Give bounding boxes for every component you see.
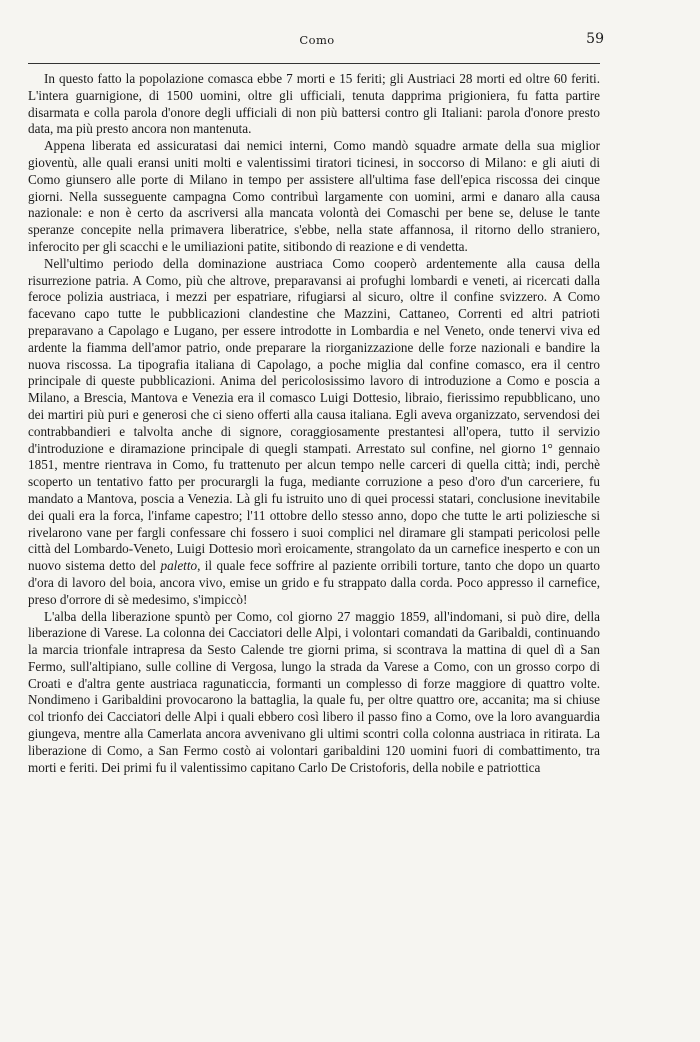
running-head — [30, 33, 604, 53]
paragraph-3-part-1: Nell'ultimo periodo della dominazione austriaca Como cooperò ardentemente alla causa della risurrezione patria. A Como, più che altrove, preparavansi ai profughi lombardi e veneti, ai ricercati dalla feroce polizia austriaca, i mezzi per espatriare, rifugiarsi al sicuro, oltre il confine svizzero. A Como facevano capo tutte le pubblicazioni clandestine che Mazzini, Cattaneo, Correnti ed altri patrioti preparavano a Capolago e Lugano, per essere introdotte in Lombardia e nel Veneto, onde tenervi viva ed ardente la fiamma dell'amor patrio, onde preparare la riorganizzazione delle forze nazionali e bandire la nuova riscossa. La tipografia italiana di Capolago, a poche miglia dal confine comasco, era il centro principale di queste pubblicazioni. Anima del pericolosissimo lavoro di introduzione a Como e poscia a Milano, a Brescia, Mantova e Venezia era il comasco Luigi Dottesio, libraio, fierissimo repubblicano, uno dei martiri più puri e generosi che ci sieno offerti alla causa italiana. Egli aveva organizzato, servendosi dei contrabbandieri e talvolta anche di signore, coraggiosamente prestantesi all'opera, tutto il servizio d'introduzione e diramazione principale di quegli stampati. Arrestato sul confine, nel giorno 1° gennaio 1851, mentre rientrava in Como, fu trattenuto per alcun tempo nelle carceri di quella città; indi, perchè scoperto un tentativo fatto per procurargli la fuga, mediante corruzione a peso d'oro d'un carceriere, fu mandato a Mantova, poscia a Venezia. Là gli fu istruito uno di quei processi statari, conclusione inevitabile dei quali era la forca, l'infame capestro; l'11 ottobre dello stesso anno, dopo che tutte le arti poliziesche si rivelarono vane per fargli confessare chi fossero i suoi complici nel diramare gli stampati pericolosi pelle città del Lombardo-Veneto, Luigi Dottesio morì eroicamente, strangolato da un carnefice inesperto e con un nuovo sistema detto del — [28, 255, 600, 574]
body-text — [28, 71, 600, 776]
paragraph-3-part-2: , il quale fece soffrire al paziente orribili torture, tanto che dopo un quarto d'ora di lavoro del boia, ancora vivo, emise un grido e fu strappato dalla corda. Poco appresso il carnefice, preso d'orrore di sè medesimo, s'impiccò! — [28, 558, 600, 607]
page-number: 59 — [586, 31, 604, 47]
header-rule — [28, 63, 600, 64]
running-title: Como — [299, 33, 335, 47]
paragraph-2: Appena liberata ed assicuratasi dai nemici interni, Como mandò squadre armate della sua miglior gioventù, alle quali eransi uniti molti e valentissimi tiratori ticinesi, in soccorso di Milano: e gli aiuti di Como giunsero alle porte di Milano in tempo per assistere all'ultima fase dell'epica riscossa dei cinque giorni. Nella susseguente campagna Como contribuì largamente con uomini, armi e danaro alla causa nazionale: e non è certo da ascriversi alla mancata volontà dei Comaschi per bene se, deluse le tante speranze concepite nella primavera liberatrice, s'ebbe, nella state affannosa, il ritorno dello straniero, inferocito per gli scacchi e le umiliazioni patite, sitibondo di reazione e di vendetta. — [28, 138, 600, 254]
italic-term-paletto: paletto — [160, 558, 198, 574]
paragraph-4: L'alba della liberazione spuntò per Como, col giorno 27 maggio 1859, all'indomani, si può dire, della liberazione di Varese. La colonna dei Cacciatori delle Alpi, i volontari comandati da Garibaldi, continuando la marcia trionfale intrapresa da Sesto Calende tre giorni prima, si scontrava la mattina di quel dì a San Fermo, sull'altipiano, sulle colline di Vergosa, lungo la strada da Varese a Como, con un grosso corpo di Croati e d'altra gente austriaca ragunaticcia, formanti un complesso di forze maggiore di quattro volte. Nondimeno i Garibaldini provocarono la battaglia, la quale fu, per oltre quattro ore, accanita; ma si chiuse col trionfo dei Cacciatori delle Alpi i quali ebbero così libero il passo fino a Como, ove la loro avanguardia giungeva, mentre alla Camerlata ancora avvenivano gli ultimi scontri colla colonna austriaca in ritirata. La liberazione di Como, a San Fermo costò ai volontari garibaldini 120 uomini fuori di combattimento, tra morti e feriti. Dei primi fu il valentissimo capitano Carlo De Cristoforis, della nobile e patriottica — [28, 608, 600, 775]
paragraph-1: In questo fatto la popolazione comasca ebbe 7 morti e 15 feriti; gli Austriaci 28 morti ed oltre 60 feriti. L'intera guarnigione, di 1500 uomini, oltre gli ufficiali, tenuta dapprima prigioniera, fu fatta partire disarmata e colla parola d'onore degli ufficiali di non più battersi contro gli Italiani: parola d'onore presto data, ma più presto ancora non mantenuta. — [28, 71, 600, 137]
paragraph-3 — [28, 256, 600, 609]
